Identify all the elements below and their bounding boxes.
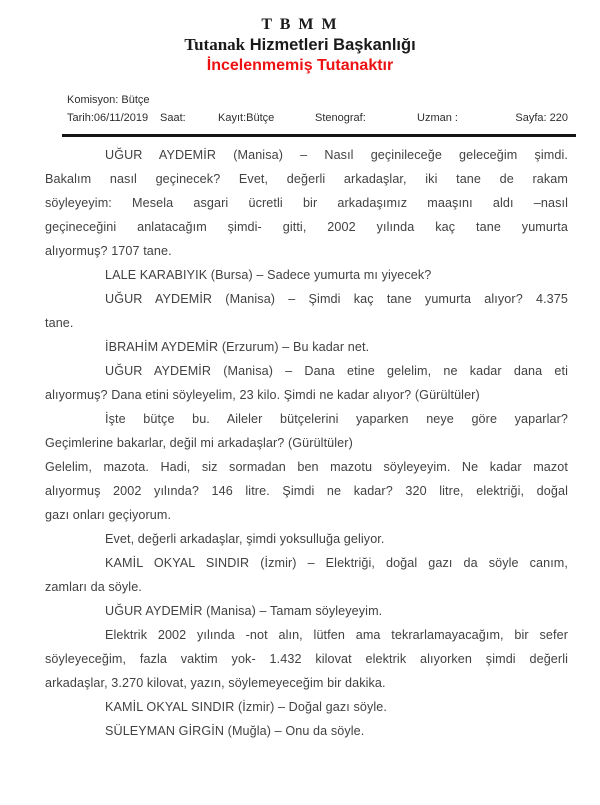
saat-field: Saat: [160,112,186,124]
org-title: T B M M [261,16,339,33]
transcript-line: alıyormuş? Dana etini söyleyelim, 23 kilo. Şimdi ne kadar alıyor? (Gürültüler) [45,388,480,402]
dept-title-sans-part: Hizmetleri Başkanlığı [245,36,416,54]
letterhead [0,0,600,76]
transcript-line: tane. [45,316,74,330]
transcript-line: İşte bütçe bu. Aileler bütçelerini yaparken neye göre yaparlar? [105,412,568,426]
stenograf-field: Stenograf: [315,112,366,124]
transcript-line: KAMİL OKYAL SINDIR (İzmir) – Doğal gazı söyle. [105,700,387,714]
transcript-line: Bakalım nasıl geçinecek? Evet, değerli arkadaşlar, iki tane de rakam [45,172,568,186]
uzman-field: Uzman : [417,112,458,124]
komisyon-field: Komisyon: Bütçe [67,94,150,106]
transcript-line: KAMİL OKYAL SINDIR (İzmir) – Elektriği, doğal gazı da söyle canım, [105,556,568,570]
transcript-line: söyleyeyim: Mesela asgari ücretli bir arkadaşımız maaşını aldı –nasıl [45,196,568,210]
transcript-line: LALE KARABIYIK (Bursa) – Sadece yumurta mı yiyecek? [105,268,432,282]
transcript [45,143,568,743]
sayfa-field: Sayfa: 220 [515,112,568,124]
transcript-line: zamları da söyle. [45,580,142,594]
kayit-field: Kayıt:Bütçe [218,112,275,124]
dept-title [0,34,600,56]
transcript-line: UĞUR AYDEMİR (Manisa) – Nasıl geçinileceğe geleceğim şimdi. [105,148,568,162]
unreviewed-status: İncelenmemiş Tutanaktır [206,57,394,74]
transcript-line: Geçimlerine bakarlar, değil mi arkadaşlar? (Gürültüler) [45,436,353,450]
meta-row-session [67,109,568,127]
transcript-line: Gelelim, mazota. Hadi, siz sormadan ben mazotu söyleyeyim. Ne kadar mazot [45,460,568,474]
transcript-line: UĞUR AYDEMİR (Manisa) – Dana etine gelelim, ne kadar dana eti [105,364,568,378]
transcript-line: alıyormuş? 1707 tane. [45,244,172,258]
meta-row-commission [67,91,568,109]
dept-title-serif-part: Tutanak [184,35,246,54]
divider-rule [62,134,576,137]
transcript-line: alıyormuş 2002 yılında? 146 litre. Şimdi ne kadar? 320 litre, elektriği, doğal [45,484,568,498]
transcript-line: İBRAHİM AYDEMİR (Erzurum) – Bu kadar net. [105,340,370,354]
transcript-line: Elektrik 2002 yılında -not alın, lütfen ama tekrarlamayacağım, bir sefer [105,628,568,642]
transcript-line: geçineceğini anlatacağım şimdi- gitti, 2002 yılında kaç tane yumurta [45,220,568,234]
meta-table [67,91,568,127]
transcript-line: arkadaşlar, 3.270 kilovat, yazın, söylemeyeceğim bir dakika. [45,676,386,690]
tarih-field: Tarih:06/11/2019 [67,112,149,124]
transcript-line: UĞUR AYDEMİR (Manisa) – Şimdi kaç tane yumurta alıyor? 4.375 [105,292,568,306]
transcript-line: Evet, değerli arkadaşlar, şimdi yoksulluğa geliyor. [105,532,385,546]
transcript-line: gazı onları geçiyorum. [45,508,172,522]
transcript-line: UĞUR AYDEMİR (Manisa) – Tamam söyleyeyim. [105,604,383,618]
transcript-line: SÜLEYMAN GİRGİN (Muğla) – Onu da söyle. [105,724,365,738]
transcript-line: söyleyeceğim, fazla vaktim yok- 1.432 kilovat elektrik alıyorken şimdi değerli [45,652,568,666]
